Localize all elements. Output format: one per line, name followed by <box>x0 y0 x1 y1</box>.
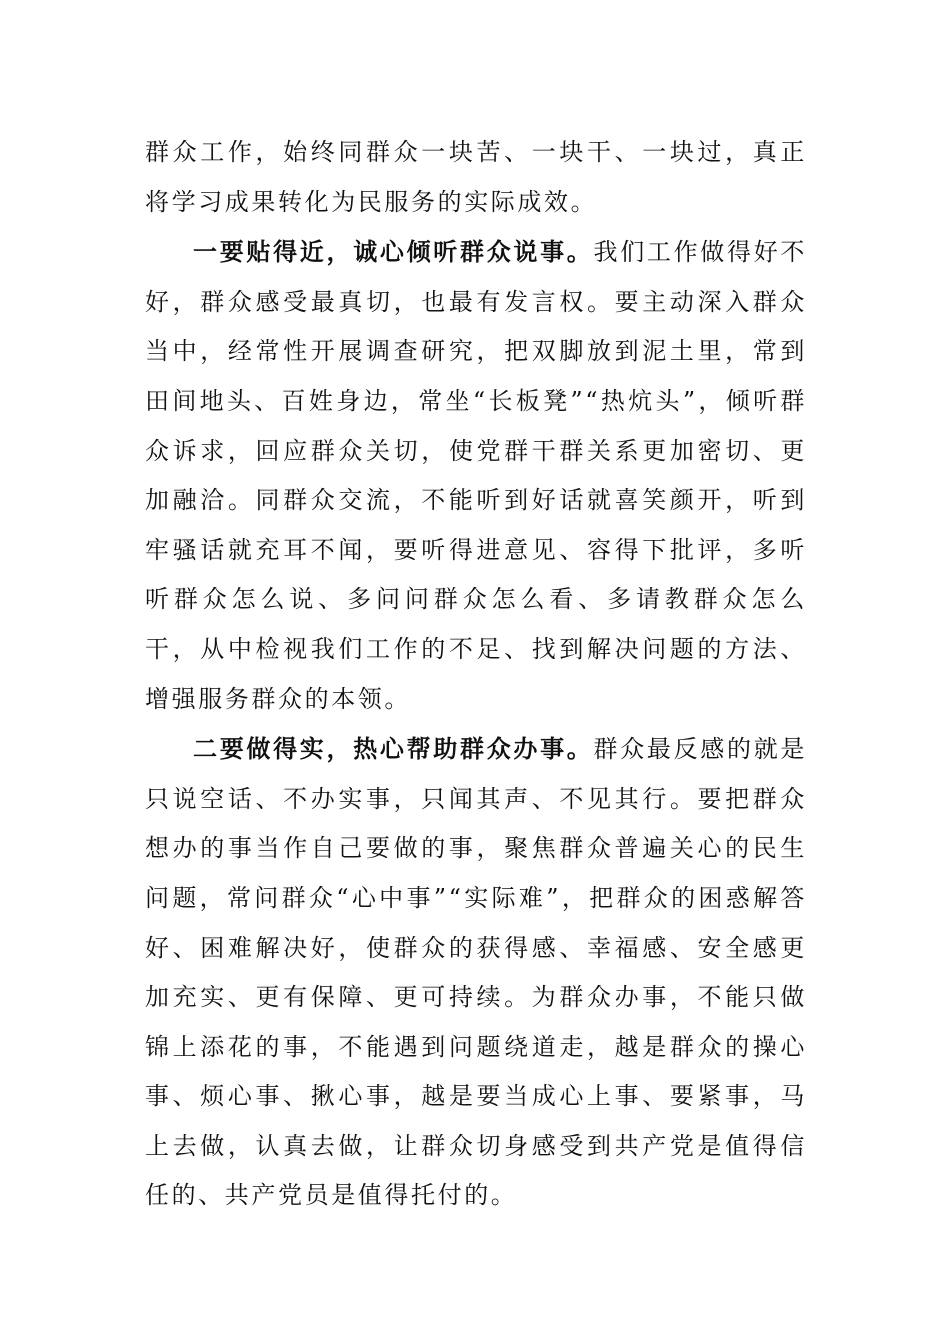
paragraph-point-two <box>145 724 807 1221</box>
paragraph-continuation <box>145 128 807 227</box>
paragraph-text: 我们工作做得好不好，群众感受最真切，也最有发言权。要主动深入群众当中，经常性开展调查研究，把双脚放到泥土里，常到田间地头、百姓身边，常坐“长板凳”“热炕头”，倾听群众诉求，回应群众关切，使党群干群关系更加密切、更加融洽。同群众交流，不能听到好话就喜笑颜开，听到牢骚话就充耳不闻，要听得进意见、容得下批评，多听听群众怎么说、多问问群众怎么看、多请教群众怎么干，从中检视我们工作的不足、找到解决问题的方法、增强服务群众的本领。 <box>145 238 807 713</box>
paragraph-text: 群众最反感的就是只说空话、不办实事，只闻其声、不见其行。要把群众想办的事当作自己要做的事，聚焦群众普遍关心的民生问题，常问群众“心中事”“实际难”，把群众的困惑解答好、困难解决好，使群众的获得感、幸福感、安全感更加充实、更有保障、更可持续。为群众办事，不能只做锦上添花的事，不能遇到问题绕道走，越是群众的操心事、烦心事、揪心事，越是要当成心上事、要紧事，马上去做，认真去做，让群众切身感受到共产党是值得信任的、共产党员是值得托付的。 <box>145 735 807 1210</box>
document-body <box>145 128 807 1221</box>
paragraph-text: 群众工作，始终同群众一块苦、一块干、一块过，真正将学习成果转化为民服务的实际成效。 <box>145 138 807 216</box>
paragraph-lead-heading: 一要贴得近，诚心倾听群众说事。 <box>193 237 594 267</box>
paragraph-lead-heading: 二要做得实，热心帮助群众办事。 <box>193 734 594 764</box>
paragraph-point-one <box>145 227 807 724</box>
